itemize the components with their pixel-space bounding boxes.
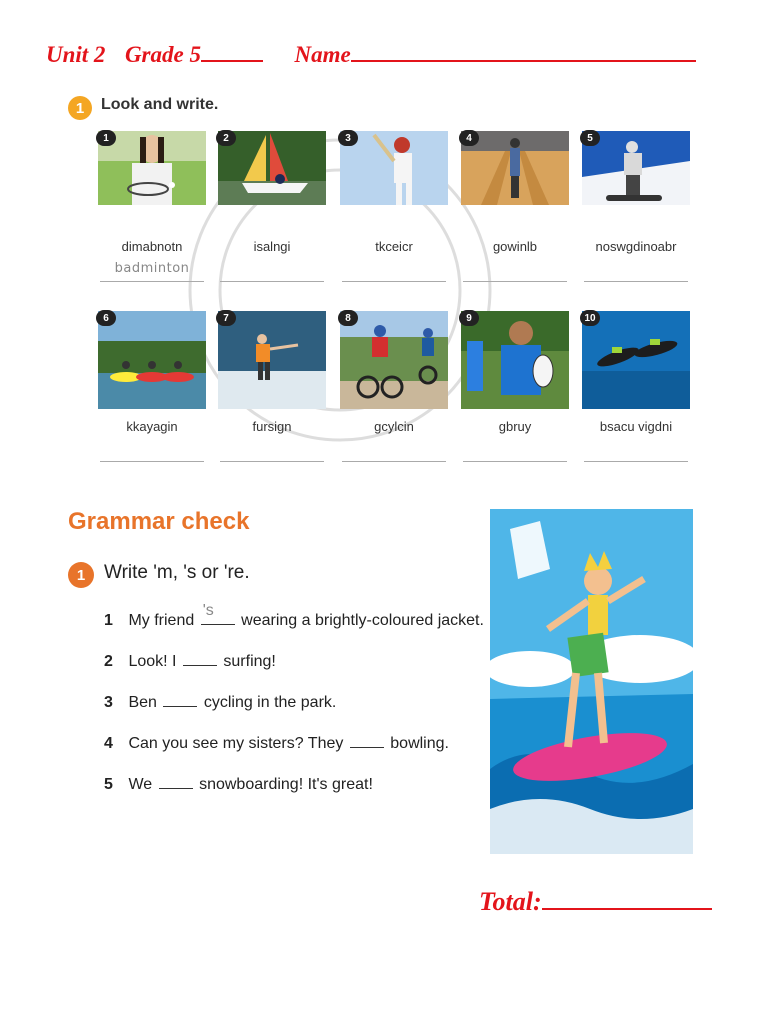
kayaking-photo: [98, 311, 206, 409]
grammar-check-title: Grammar check: [68, 508, 250, 535]
total-score: [479, 886, 712, 917]
scuba-diving-photo: [582, 311, 690, 409]
surfer-illustration: [490, 509, 693, 854]
answer-blank[interactable]: [159, 774, 193, 789]
scrambled-word: dimabnotn: [121, 239, 183, 254]
item-number: 4: [459, 130, 479, 146]
answer-line[interactable]: [463, 461, 567, 462]
scrambled-word: gbruy: [498, 419, 532, 434]
item-number: 3: [338, 130, 358, 146]
item-number: 1: [96, 130, 116, 146]
name-blank[interactable]: [351, 42, 696, 62]
grade-blank[interactable]: [201, 42, 263, 62]
sentence-3: 3 Ben cycling in the park.: [104, 694, 337, 711]
answer-line[interactable]: [342, 281, 446, 282]
answer-line[interactable]: [463, 281, 567, 282]
scrambled-word: kkayagin: [126, 419, 178, 434]
section-title: Look and write.: [101, 96, 219, 113]
grammar-section-badge: 1: [68, 562, 94, 588]
section-number-badge: 1: [68, 96, 92, 120]
answer-line[interactable]: [220, 281, 324, 282]
item-number: 9: [459, 310, 479, 326]
answer-blank[interactable]: [163, 692, 197, 707]
scrambled-word: tkceicr: [375, 239, 413, 254]
scrambled-word: gcylcin: [374, 419, 414, 434]
scrambled-word: noswgdinoabr: [595, 239, 677, 254]
sentence-2: 2 Look! I surfing!: [104, 653, 276, 670]
answer-blank[interactable]: [201, 602, 235, 625]
answer-line[interactable]: [100, 281, 204, 282]
scrambled-word: fursign: [252, 419, 292, 434]
answer-line[interactable]: [220, 461, 324, 462]
item-number: 5: [580, 130, 600, 146]
sentence-5: 5 We snowboarding! It's great!: [104, 776, 373, 793]
name-label: Name: [294, 42, 351, 67]
answer-line[interactable]: [584, 281, 688, 282]
cycling-photo: [340, 311, 448, 409]
answer-line[interactable]: [584, 461, 688, 462]
answer-line[interactable]: [342, 461, 446, 462]
scrambled-word: bsacu vigdni: [599, 419, 673, 434]
item-number: 10: [580, 310, 600, 326]
answer-blank[interactable]: [183, 651, 217, 666]
surfing-photo: [218, 311, 326, 409]
total-label: Total:: [479, 887, 542, 916]
grammar-instruction: Write 'm, 's or 're.: [104, 562, 250, 583]
answer-line[interactable]: [100, 461, 204, 462]
item-number: 8: [338, 310, 358, 326]
rugby-photo: [461, 311, 569, 409]
total-blank[interactable]: [542, 886, 712, 910]
filled-answer: 's: [202, 602, 214, 619]
item-number: 7: [216, 310, 236, 326]
scrambled-word: isalngi: [253, 239, 291, 254]
worksheet-header: [46, 42, 736, 68]
answer-text: badminton: [114, 261, 190, 276]
item-number: 2: [216, 130, 236, 146]
unit-label: Unit 2: [46, 42, 106, 67]
sentence-1: 1 My friend 's wearing a brightly-coloured jacket.: [104, 602, 484, 629]
sentence-4: 4 Can you see my sisters? They bowling.: [104, 735, 449, 752]
item-number: 6: [96, 310, 116, 326]
scrambled-word: gowinlb: [492, 239, 538, 254]
grade-label: Grade 5: [124, 42, 201, 67]
answer-blank[interactable]: [350, 733, 384, 748]
